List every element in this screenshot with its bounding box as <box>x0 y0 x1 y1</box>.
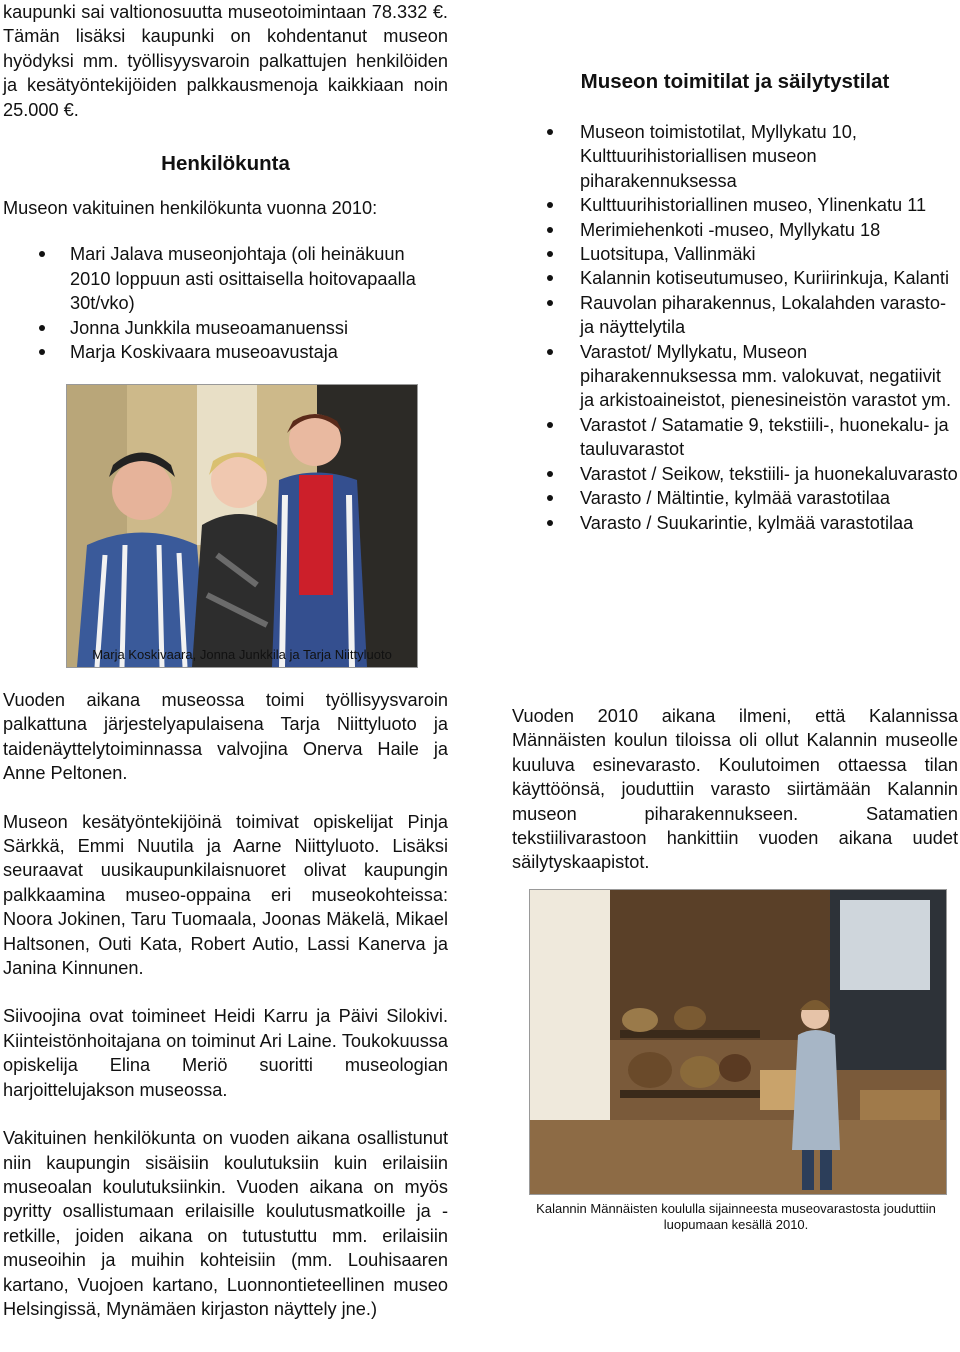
right-column <box>512 70 958 535</box>
staff-heading: Henkilökunta <box>161 152 290 176</box>
staff-photo-image <box>67 385 417 667</box>
staff-photo <box>66 384 418 668</box>
premises-item: Varastot / Satamatie 9, tekstiili-, huonekalu- ja tauluvarastot <box>512 413 958 462</box>
storage-photo-image <box>530 890 946 1194</box>
left-column <box>3 0 448 364</box>
staff-item: Marja Koskivaara museoavustaja <box>3 340 448 364</box>
premises-item: Varastot / Seikow, tekstiili- ja huonekaluvarasto <box>512 462 958 486</box>
staff-item: Jonna Junkkila museoamanuenssi <box>3 316 448 340</box>
premises-item: Kulttuurihistoriallinen museo, Ylinenkatu 11 <box>512 193 958 217</box>
premises-item: Rauvolan piharakennus, Lokalahden varasto- ja näyttelytila <box>512 291 958 340</box>
premises-list <box>512 120 958 535</box>
premises-item: Luotsitupa, Vallinmäki <box>512 242 958 266</box>
premises-item: Varasto / Suukarintie, kylmää varastotilaa <box>512 511 958 535</box>
staff-list <box>3 242 448 364</box>
paragraph-summer-workers: Museon kesätyöntekijöinä toimivat opiskelijat Pinja Särkkä, Emmi Nuutila ja Aarne Niittyluoto. Lisäksi seuraavat uusikaupunkilaisnuoret olivat kaupungin palkkaamina museo-oppaina eri museokohteissa: Noora Jokinen, Taru Tuomaala, Joonas Mäkelä, Mikael Haltsonen, Outi Kata, Robert Autio, Lassi Kanerva ja Janina Kinnunen. <box>3 811 448 979</box>
premises-heading: Museon toimitilat ja säilytystilat <box>580 70 890 93</box>
paragraph-cleaners: Siivoojina ovat toimineet Heidi Karru ja Päivi Silokivi. Kiinteistönhoitajana on toiminut Ari Laine. Toukokuussa opiskelija Elina Meriö suoritti museologian harjoittelujakson museossa. <box>3 1006 448 1100</box>
intro-paragraph: kaupunki sai valtionosuutta museotoimintaan 78.332 €. Tämän lisäksi kaupunki on kohdentanut museon hyödyksi mm. työllisyysvaroin palkattujen henkilöiden ja kesätyöntekijöiden palkkausmenoja kaikkiaan noin 25.000 €. <box>3 2 448 120</box>
storage-photo <box>529 889 947 1195</box>
left-lower-text <box>3 688 448 1321</box>
staff-item: Mari Jalava museonjohtaja (oli heinäkuun 2010 loppuun asti osittaisella hoitovapaalla 30t/vko) <box>3 242 448 315</box>
staff-lead: Museon vakituinen henkilökunta vuonna 2010: <box>3 198 378 219</box>
staff-photo-caption: Marja Koskivaara, Jonna Junkkila ja Tarja Niittyluoto <box>92 647 392 662</box>
premises-item: Merimiehenkoti -museo, Myllykatu 18 <box>512 218 958 242</box>
premises-item: Varasto / Mältintie, kylmää varastotilaa <box>512 486 958 510</box>
premises-item: Kalannin kotiseutumuseo, Kuriirinkuja, Kalanti <box>512 266 958 290</box>
paragraph-storage: Vuoden 2010 aikana ilmeni, että Kalannissa Männäisten koulun tiloissa oli ollut Kalannin museolle kuuluva esinevarasto. Koulutoimen ottaessa tilan käyttöönsä, jouduttiin varasto siirtämään Kalannin museon piharakennukseen. Satamatien tekstiilivarastoon hankittiin vuoden aikana uudet säilytyskaapistot. <box>512 706 958 873</box>
paragraph-employment: Vuoden aikana museossa toimi työllisyysvaroin palkattuna järjestelyapulaisena Tarja Niittyluoto ja taidenäyttelytoiminnassa valvojina Onerva Haile ja Anne Peltonen. <box>3 690 448 784</box>
storage-photo-caption: Kalannin Männäisten koululla sijainneesta museovarastosta jouduttiin luopumaan kesällä 2010. <box>536 1201 936 1232</box>
paragraph-training: Vakituinen henkilökunta on vuoden aikana osallistunut niin kaupungin sisäisiin koulutuksiin kuin erilaisiin museoalan koulutuksiinkin. Vuoden aikana on myös pyritty osallistumaan erilaisille koulutusmatkoille ja -retkille, joiden aikana on tutustuttu mm. erilaisiin museoihin ja muihin kohteisiin (mm. Louhisaaren kartano, Vuojoen kartano, Luonnontieteellinen museo Helsingissä, Mynämäen kirjaston näyttely jne.) <box>3 1128 448 1319</box>
premises-item: Varastot/ Myllykatu, Museon piharakennuksessa mm. valokuvat, negatiivit ja arkistoaineistot, pienesineistön varastot ym. <box>512 340 958 413</box>
premises-item: Museon toimistotilat, Myllykatu 10, Kulttuurihistoriallisen museon piharakennuksessa <box>512 120 958 193</box>
right-lower-text <box>512 704 958 875</box>
